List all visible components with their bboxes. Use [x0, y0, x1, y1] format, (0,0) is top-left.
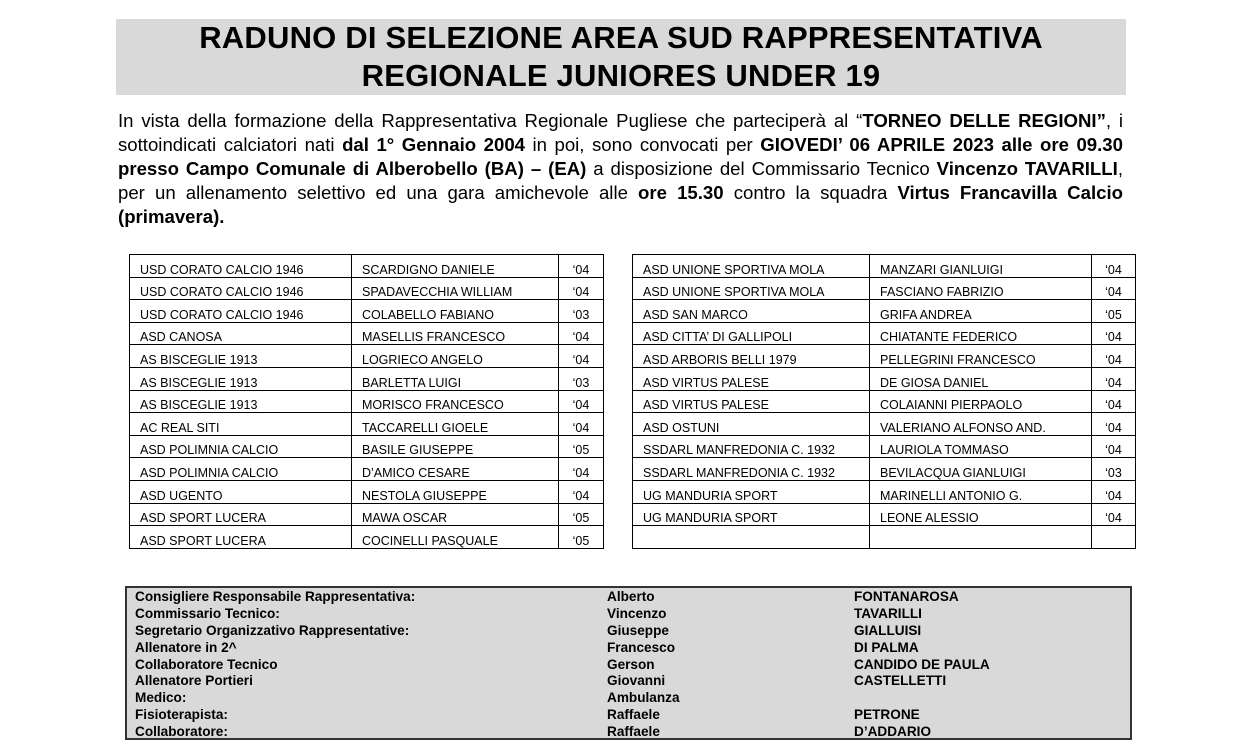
players-table-right: [632, 254, 1136, 549]
year-cell: ‘04: [559, 390, 604, 413]
table-row: [633, 526, 1136, 549]
year-cell: ‘04: [559, 345, 604, 368]
intro-bold: GIOVEDI’ 06 APRILE 2023 alle ore 09.30 presso Campo Comunale di Alberobello (BA) – (EA): [118, 134, 1123, 179]
table-row: [633, 255, 1136, 278]
staff-last-name: TAVARILLI: [854, 606, 922, 621]
player-cell: COLAIANNI PIERPAOLO: [870, 390, 1092, 413]
year-cell: ‘04: [559, 322, 604, 345]
intro-bold: Virtus Francavilla Calcio (primavera).: [118, 182, 1123, 227]
player-cell: BARLETTA LUIGI: [352, 367, 559, 390]
table-row: [633, 458, 1136, 481]
club-cell: ASD VIRTUS PALESE: [633, 367, 870, 390]
player-cell: D’AMICO CESARE: [352, 458, 559, 481]
title-banner: [116, 19, 1126, 95]
table-row: [130, 413, 604, 436]
intro-bold: TORNEO DELLE REGIONI”: [862, 110, 1106, 131]
year-cell: ‘04: [559, 458, 604, 481]
year-cell: ‘04: [1092, 255, 1136, 278]
year-cell: ‘04: [1092, 390, 1136, 413]
year-cell: ‘03: [559, 367, 604, 390]
year-cell: ‘04: [559, 413, 604, 436]
table-row: [633, 277, 1136, 300]
year-cell: ‘04: [1092, 345, 1136, 368]
table-row: [633, 322, 1136, 345]
player-cell: CHIATANTE FEDERICO: [870, 322, 1092, 345]
club-cell: AS BISCEGLIE 1913: [130, 390, 352, 413]
player-cell: VALERIANO ALFONSO AND.: [870, 413, 1092, 436]
staff-role: Allenatore in 2^: [135, 640, 237, 655]
staff-first-name: Alberto: [607, 589, 655, 604]
player-cell: BEVILACQUA GIANLUIGI: [870, 458, 1092, 481]
year-cell: ‘05: [559, 435, 604, 458]
table-row: [633, 480, 1136, 503]
club-cell: [633, 526, 870, 549]
year-cell: ‘05: [559, 503, 604, 526]
club-cell: ASD POLIMNIA CALCIO: [130, 458, 352, 481]
club-cell: ASD SAN MARCO: [633, 300, 870, 323]
staff-first-name: Giovanni: [607, 673, 666, 688]
year-cell: ‘03: [559, 300, 604, 323]
club-cell: USD CORATO CALCIO 1946: [130, 255, 352, 278]
year-cell: ‘04: [1092, 480, 1136, 503]
club-cell: USD CORATO CALCIO 1946: [130, 300, 352, 323]
staff-role: Segretario Organizzativo Rappresentative:: [135, 623, 410, 638]
year-cell: ‘05: [559, 526, 604, 549]
club-cell: SSDARL MANFREDONIA C. 1932: [633, 458, 870, 481]
club-cell: ASD CITTA’ DI GALLIPOLI: [633, 322, 870, 345]
player-cell: MORISCO FRANCESCO: [352, 390, 559, 413]
year-cell: ‘03: [1092, 458, 1136, 481]
staff-last-name: CASTELLETTI: [854, 673, 947, 688]
title-line-2: REGIONALE JUNIORES UNDER 19: [361, 58, 881, 93]
club-cell: ASD SPORT LUCERA: [130, 503, 352, 526]
staff-role: Collaboratore:: [135, 724, 228, 739]
player-cell: COLABELLO FABIANO: [352, 300, 559, 323]
staff-role: Medico:: [135, 690, 187, 705]
player-cell: SPADAVECCHIA WILLIAM: [352, 277, 559, 300]
player-cell: [870, 526, 1092, 549]
table-row: [633, 367, 1136, 390]
staff-first-name: Giuseppe: [607, 623, 669, 638]
club-cell: ASD ARBORIS BELLI 1979: [633, 345, 870, 368]
staff-first-name: Francesco: [607, 640, 676, 655]
player-cell: MANZARI GIANLUIGI: [870, 255, 1092, 278]
year-cell: ‘04: [1092, 413, 1136, 436]
title-line-1: RADUNO DI SELEZIONE AREA SUD RAPPRESENTATIVA: [199, 20, 1043, 55]
club-cell: ASD UNIONE SPORTIVA MOLA: [633, 277, 870, 300]
year-cell: [1092, 526, 1136, 549]
club-cell: ASD SPORT LUCERA: [130, 526, 352, 549]
table-row: [130, 367, 604, 390]
intro-bold: Vincenzo TAVARILLI: [936, 158, 1118, 179]
table-row: [130, 322, 604, 345]
table-row: [633, 435, 1136, 458]
year-cell: ‘04: [559, 480, 604, 503]
player-cell: TACCARELLI GIOELE: [352, 413, 559, 436]
player-cell: LAURIOLA TOMMASO: [870, 435, 1092, 458]
club-cell: ASD UGENTO: [130, 480, 352, 503]
staff-role: Consigliere Responsabile Rappresentativa:: [135, 589, 416, 604]
staff-last-name: D’ADDARIO: [854, 724, 932, 739]
table-row: [633, 390, 1136, 413]
club-cell: AC REAL SITI: [130, 413, 352, 436]
club-cell: ASD POLIMNIA CALCIO: [130, 435, 352, 458]
intro-text: , per un allenamento selettivo ed una gara amichevole alle: [118, 158, 1123, 203]
player-cell: MARINELLI ANTONIO G.: [870, 480, 1092, 503]
year-cell: ‘04: [1092, 277, 1136, 300]
table-row: [633, 345, 1136, 368]
table-row: [130, 255, 604, 278]
staff-role: Allenatore Portieri: [135, 673, 253, 688]
club-cell: UG MANDURIA SPORT: [633, 503, 870, 526]
staff-first-name: Vincenzo: [607, 606, 667, 621]
staff-panel: [125, 586, 1132, 740]
player-cell: GRIFA ANDREA: [870, 300, 1092, 323]
year-cell: ‘04: [1092, 435, 1136, 458]
club-cell: ASD CANOSA: [130, 322, 352, 345]
club-cell: USD CORATO CALCIO 1946: [130, 277, 352, 300]
table-row: [130, 300, 604, 323]
player-cell: PELLEGRINI FRANCESCO: [870, 345, 1092, 368]
player-cell: NESTOLA GIUSEPPE: [352, 480, 559, 503]
player-cell: MAWA OSCAR: [352, 503, 559, 526]
staff-role: Collaboratore Tecnico: [135, 657, 278, 672]
staff-first-name: Raffaele: [607, 707, 660, 722]
table-row: [130, 277, 604, 300]
table-row: [130, 390, 604, 413]
table-row: [130, 503, 604, 526]
club-cell: ASD OSTUNI: [633, 413, 870, 436]
player-cell: COCINELLI PASQUALE: [352, 526, 559, 549]
year-cell: ‘04: [559, 277, 604, 300]
year-cell: ‘04: [1092, 322, 1136, 345]
table-row: [633, 300, 1136, 323]
table-row: [633, 503, 1136, 526]
table-row: [130, 458, 604, 481]
intro-paragraph: [118, 109, 1123, 229]
intro-text: contro la squadra: [723, 182, 898, 203]
players-table-left: [129, 254, 604, 549]
staff-last-name: GIALLUISI: [854, 623, 922, 638]
staff-last-name: DI PALMA: [854, 640, 919, 655]
player-cell: FASCIANO FABRIZIO: [870, 277, 1092, 300]
club-cell: UG MANDURIA SPORT: [633, 480, 870, 503]
year-cell: ‘04: [1092, 503, 1136, 526]
player-cell: MASELLIS FRANCESCO: [352, 322, 559, 345]
year-cell: ‘04: [1092, 367, 1136, 390]
intro-text: , i sottoindicati calciatori nati: [118, 110, 1124, 155]
club-cell: AS BISCEGLIE 1913: [130, 367, 352, 390]
club-cell: AS BISCEGLIE 1913: [130, 345, 352, 368]
year-cell: ‘04: [559, 255, 604, 278]
player-cell: LEONE ALESSIO: [870, 503, 1092, 526]
club-cell: SSDARL MANFREDONIA C. 1932: [633, 435, 870, 458]
staff-last-name: PETRONE: [854, 707, 920, 722]
player-cell: LOGRIECO ANGELO: [352, 345, 559, 368]
intro-bold: dal 1° Gennaio 2004: [342, 134, 525, 155]
intro-text: a disposizione del Commissario Tecnico: [586, 158, 937, 179]
staff-first-name: Gerson: [607, 657, 655, 672]
table-row: [130, 435, 604, 458]
player-cell: DE GIOSA DANIEL: [870, 367, 1092, 390]
staff-role: Commissario Tecnico:: [135, 606, 280, 621]
player-cell: BASILE GIUSEPPE: [352, 435, 559, 458]
staff-last-name: FONTANAROSA: [854, 589, 959, 604]
intro-text: in poi, sono convocati per: [525, 134, 761, 155]
table-row: [130, 345, 604, 368]
year-cell: ‘05: [1092, 300, 1136, 323]
player-cell: SCARDIGNO DANIELE: [352, 255, 559, 278]
staff-role: Fisioterapista:: [135, 707, 228, 722]
table-row: [130, 480, 604, 503]
intro-bold: ore 15.30: [638, 182, 724, 203]
staff-first-name: Ambulanza: [607, 690, 680, 705]
club-cell: ASD UNIONE SPORTIVA MOLA: [633, 255, 870, 278]
table-row: [633, 413, 1136, 436]
table-row: [130, 526, 604, 549]
staff-last-name: CANDIDO DE PAULA: [854, 657, 990, 672]
intro-text: In vista della formazione della Rappresentativa Regionale Pugliese che parteciperà al “: [118, 110, 863, 131]
staff-first-name: Raffaele: [607, 724, 660, 739]
club-cell: ASD VIRTUS PALESE: [633, 390, 870, 413]
